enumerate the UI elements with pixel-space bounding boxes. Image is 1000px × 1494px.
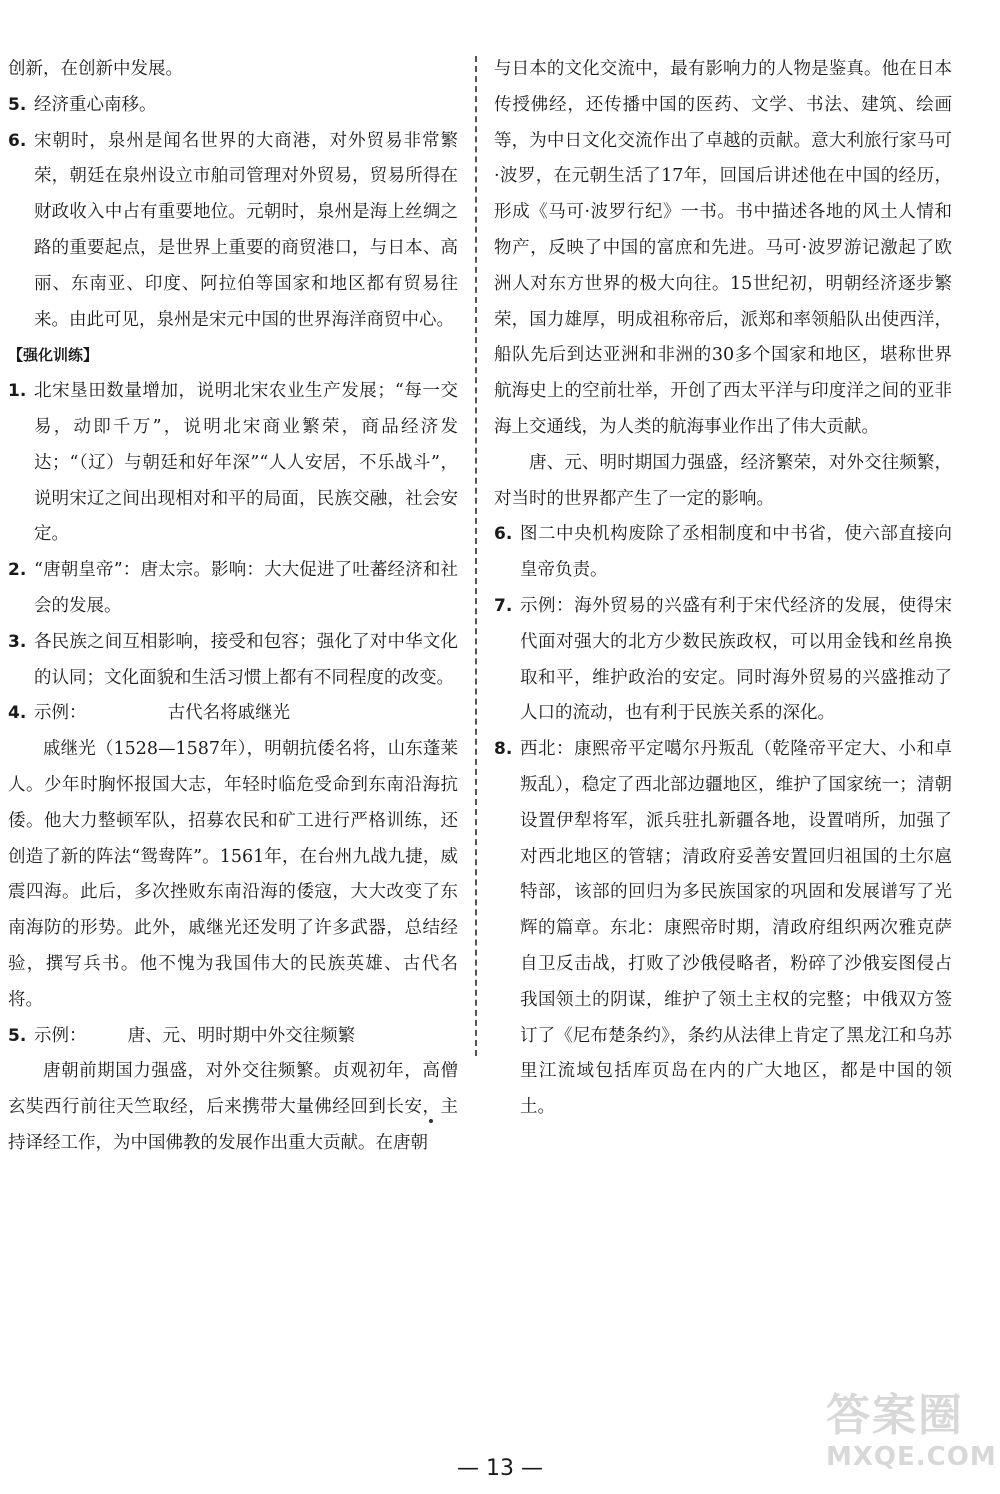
item-number: 7. <box>494 595 513 616</box>
watermark-logo <box>826 1390 997 1486</box>
training-item-6 <box>494 517 952 589</box>
training-item-7 <box>494 589 952 732</box>
left-column <box>8 52 458 1162</box>
item-number: 6. <box>8 130 27 151</box>
training-item-8 <box>494 732 952 1126</box>
paragraph: 创新，在创新中发展。 <box>8 59 183 79</box>
example-title: 古代名将戚继光 <box>167 703 291 724</box>
answer-item-5 <box>8 88 458 124</box>
item-text: “唐朝皇帝”：唐太宗。影响：大大促进了吐蕃经济和社会的发展。 <box>34 560 458 616</box>
item-text: 经济重心南移。 <box>34 94 157 115</box>
example-label: 示例： <box>34 703 87 724</box>
column-divider <box>475 56 477 1056</box>
item-text: 各民族之间互相影响，接受和包容；强化了对中华文化的认同；文化面貌和生活习惯上都有不同程度的改变。 <box>34 631 458 688</box>
item-number: 3. <box>8 631 27 652</box>
answer-item-6 <box>8 124 458 339</box>
training-item-3 <box>8 625 458 697</box>
ink-dot <box>429 1119 433 1123</box>
item-number: 5. <box>8 1025 27 1046</box>
section-title: 【强化训练】 <box>8 346 99 365</box>
training-item-5-heading <box>8 1019 458 1055</box>
paragraph: 唐、元、明时期国力强盛，经济繁荣，对外交往频繁，对当时的世界都产生了一定的影响。 <box>494 452 952 509</box>
item-text: 图二中央机构废除了丞相制度和中书省，使六部直接向皇帝负责。 <box>520 524 952 581</box>
item-number: 6. <box>494 524 513 545</box>
item-text: 示例：海外贸易的兴盛有利于宋代经济的发展，使得宋代面对强大的北方少数民族政权，可以用金钱和丝帛换取和平，维护政治的安定。同时海外贸易的兴盛推动了人口的流动，也有利于民族关系的深化。 <box>520 595 952 724</box>
item-text: 北宋垦田数量增加，说明北宋农业生产发展；“每一交易，动即千万”，说明北宋商业繁荣，商品经济发达；“（辽）与朝廷和好年深”“人人安居，不乐战斗”，说明宋辽之间出现相对和平的局面，民族交融，社会安定。 <box>34 381 458 545</box>
training-item-4-heading <box>8 696 458 732</box>
right-column <box>494 52 952 1126</box>
item-number: 2. <box>8 560 27 581</box>
item-number: 5. <box>8 94 27 115</box>
example-body: 戚继光（1528—1587年），明朝抗倭名将，山东蓬莱人。少年时胸怀报国大志，年轻时临危受命到东南沿海抗倭。他大力整顿军队，招募农民和矿工进行严格训练，还创造了新的阵法“鸳鸯阵”。1561年，在台州九战九捷，威震四海。此后，多次挫败东南沿海的倭寇，大大改变了东南海防的形势。此外，戚继光还发明了许多武器，总结经验，撰写兵书。他不愧为我国伟大的民族英雄、古代名将。 <box>8 739 458 1010</box>
training-item-2 <box>8 553 458 625</box>
example-title: 唐、元、明时期中外交往频繁 <box>127 1025 356 1046</box>
item-text: 西北：康熙帝平定噶尔丹叛乱（乾隆帝平定大、小和卓叛乱），稳定了西北部边疆地区，维护了国家统一；清朝设置伊犁将军，派兵驻扎新疆各地，设置哨所，加强了对西北地区的管辖；清政府妥善安置回归祖国的土尔扈特部，该部的回归为多民族国家的巩固和发展谱写了光辉的篇章。东北：康熙帝时期，清政府组织两次雅克萨自卫反击战，打败了沙俄侵略者，粉碎了沙俄妄图侵占我国领土的阴谋，维护了领土主权的完整；中俄双方签订了《尼布楚条约》，条约从法律上肯定了黑龙江和乌苏里江流域包括库页岛在内的广大地区，都是中国的领土。 <box>520 739 952 1118</box>
item-text: 宋朝时，泉州是闻名世界的大商港，对外贸易非常繁荣，朝廷在泉州设立市舶司管理对外贸易，贸易所得在财政收入中占有重要地位。元朝时，泉州是海上丝绸之路的重要起点，是世界上重要的商贸港口，与日本、高丽、东南亚、印度、阿拉伯等国家和地区都有贸易往来。由此可见，泉州是宋元中国的世界海洋商贸中心。 <box>34 130 458 330</box>
example-body: 唐朝前期国力强盛，对外交往频繁。贞观初年，高僧玄奘西行前往天竺取经，后来携带大量佛经回到长安，主持译经工作，为中国佛教的发展作出重大贡献。在唐朝 <box>8 1061 458 1153</box>
item-number: 8. <box>494 739 513 760</box>
example-label: 示例： <box>34 1025 87 1046</box>
item-number: 4. <box>8 703 27 724</box>
page-number: — 13 — <box>457 1456 543 1481</box>
training-item-1 <box>8 374 458 553</box>
watermark-text: 答案圈 <box>826 1390 964 1441</box>
paragraph: 与日本的文化交流中，最有影响力的人物是鉴真。他在日本传授佛经，还传播中国的医药、文学、书法、建筑、绘画等，为中日文化交流作出了卓越的贡献。意大利旅行家马可·波罗，在元朝生活了17年，回国后讲述他在中国的经历，形成《马可·波罗行纪》一书。书中描述各地的风土人情和物产，反映了中国的富庶和先进。马可·波罗游记激起了欧洲人对东方世界的极大向往。15世纪初，明朝经济逐步繁荣，国力雄厚，明成祖称帝后，派郑和率领船队出使西洋，船队先后到达亚洲和非洲的30多个国家和地区，堪称世界航海史上的空前壮举，开创了西太平洋与印度洋之间的亚非海上交通线，为人类的航海事业作出了伟大贡献。 <box>494 59 952 437</box>
watermark-url: MXQE.COM <box>826 1442 997 1472</box>
item-number: 1. <box>8 381 27 402</box>
